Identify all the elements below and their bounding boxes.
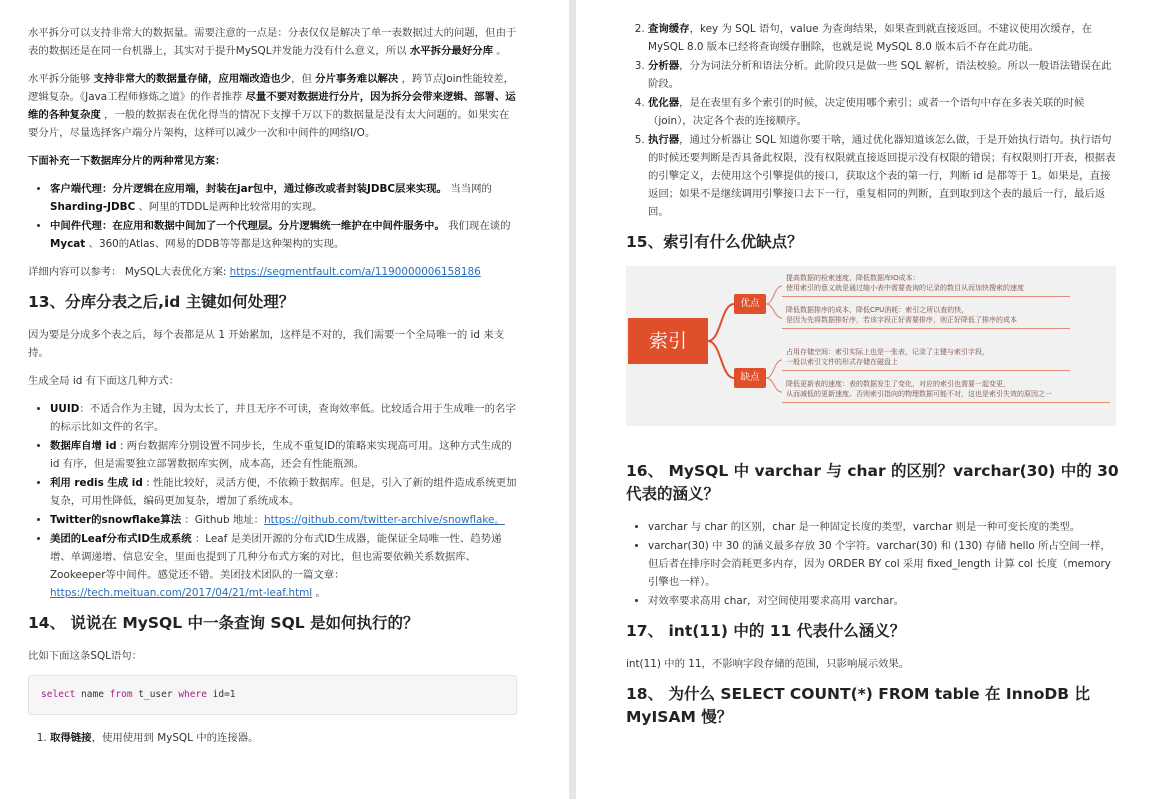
list-item: 4. 优化器，是在表里有多个索引的时候，决定使用哪个索引；或者一个语句中存在多表关联的时候（join），决定各个表的连接顺序。 [648, 94, 1120, 130]
paragraph: 因为要是分成多个表之后，每个表都是从 1 开始累加，这样是不对的，我们需要一个全局唯一的 id 来支持。 [28, 329, 505, 359]
code-block: select name from t_user where id=1 [28, 675, 517, 715]
reference-link[interactable]: https://segmentfault.com/a/1190000006158186 [229, 266, 481, 278]
sharding-list [28, 180, 517, 253]
list-item: • 美团的Leaf分布式ID生成系统 ：Leaf 是美团开源的分布式ID生成器，能保证全局唯一性、趋势递增、单调递增、信息安全，里面也提到了几种分布式方案的对比，但也需要依赖关系数据库、Zookeeper等中间件。感觉还不错。美团技术团队的一篇文章：https://tech.meituan.com/2017/04/21/mt-leaf.html 。 [50, 530, 517, 602]
paragraph: int(11) 中的 11，不影响字段存储的范围，只影响展示效果。 [626, 658, 910, 670]
heading-13: 13、分库分表之后,id 主键如何处理？ [28, 293, 295, 311]
sql-steps-list [28, 729, 517, 747]
reference: 详细内容可以参考： MySQL大表优化方案: https://segmentfault.com/a/1190000006158186 [28, 266, 481, 278]
snowflake-link[interactable]: https://github.com/twitter-archive/snowflake。 [264, 514, 505, 526]
paragraph: 比如下面这条SQL语句： [28, 650, 143, 662]
paragraph: 水平拆分可以支持非常大的数据量。需要注意的一点是：分表仅仅是解决了单一表数据过大的问题，但由于表的数据还是在同一台机器上，其实对于提升MySQL并发能力没有什么意义，所以 水平拆分最好分库 。 [28, 27, 517, 57]
meituan-link[interactable]: https://tech.meituan.com/2017/04/21/mt-leaf.html [50, 587, 313, 599]
list-item: • UUID：不适合作为主键，因为太长了，并且无序不可读，查询效率低。比较适合用于生成唯一的名字的标示比如文件的名字。 [50, 400, 517, 436]
mind-map-leaf: 占用存储空间：索引实际上也是一张表，记录了主键与索引字段， 一般以索引文件的形式存储在磁盘上 [782, 346, 1070, 371]
paragraph: 下面补充一下数据库分片的两种常见方案： [28, 155, 226, 167]
right-page [576, 0, 1150, 799]
mind-map-leaf: 降低更新表的速度：表的数据发生了变化，对应的索引也需要一起变更， 从而减低的更新速度。否则索引指向的物理数据可能不对，这也是索引失效的原因之一 [782, 378, 1110, 403]
mind-map-cons: 缺点 [734, 368, 766, 388]
list-item: • 数据库自增 id : 两台数据库分别设置不同步长，生成不重复ID的策略来实现高可用。这种方式生成的 id 有序，但是需要独立部署数据库实例，成本高，还会有性能瓶颈。 [50, 437, 517, 473]
list-item: • varchar 与 char 的区别，char 是一种固定长度的类型，varchar 则是一种可变长度的类型。 [648, 518, 1120, 536]
paragraph: 水平拆分能够 支持非常大的数据量存储，应用端改造也少，但 分片事务难以解决 ，跨节点Join性能较差，逻辑复杂。《Java工程师修炼之道》的作者推荐 尽量不要对数据进行分片，因为拆分会带来逻辑、部署、运维的各种复杂度 ，一般的数据表在优化得当的情况下支撑千万以下的数据量是没有太大问题的。如果实在要分片，尽量选择客户端分片架构，这样可以减少一次和中间件的网络I/O。 [28, 73, 516, 139]
list-item: 2. 查询缓存，key 为 SQL 语句，value 为查询结果，如果查到就直接返回。不建议使用次缓存，在 MySQL 8.0 版本已经将查询缓存删除，也就是说 MySQL 8.0 版本后不存在此功能。 [648, 20, 1120, 56]
heading-15: 15、索引有什么优缺点？ [626, 233, 803, 251]
heading-14: 14、 说说在 MySQL 中一条查询 SQL 是如何执行的？ [28, 614, 419, 632]
list-item: • 中间件代理：在应用和数据中间加了一个代理层。分片逻辑统一维护在中间件服务中。 我们现在谈的 Mycat 、360的Atlas、网易的DDB等等都是这种架构的实现。 [50, 217, 517, 253]
list-item: • 利用 redis 生成 id : 性能比较好，灵活方便，不依赖于数据库。但是，引入了新的组件造成系统更加复杂，可用性降低，编码更加复杂，增加了系统成本。 [50, 474, 517, 510]
list-item: • 客户端代理：分片逻辑在应用端，封装在jar包中，通过修改或者封装JDBC层来实现。 当当网的 Sharding-JDBC 、阿里的TDDL是两种比较常用的实现。 [50, 180, 517, 216]
heading-16: 16、 MySQL 中 varchar 与 char 的区别？varchar(30) 中的 30 代表的涵义？ [626, 462, 1119, 503]
list-item: • varchar(30) 中 30 的涵义最多存放 30 个字符。varchar(30) 和 (130) 存储 hello 所占空间一样，但后者在排序时会消耗更多内存，因为 ORDER BY col 采用 fixed_length 计算 col 长度（memory 引擎也一样）。 [648, 537, 1120, 591]
id-methods-list [28, 400, 517, 602]
sql-steps-list-continued [626, 20, 1120, 221]
left-page [0, 0, 569, 799]
heading-18: 18、 为什么 SELECT COUNT(*) FROM table 在 InnoDB 比 MyISAM 慢？ [626, 685, 1090, 726]
mind-map-root: 索引 [628, 318, 708, 364]
index-mind-map [626, 266, 1116, 426]
heading-17: 17、 int(11) 中的 11 代表什么涵义？ [626, 622, 906, 640]
list-item: 1. 取得链接，使用使用到 MySQL 中的连接器。 [50, 729, 517, 747]
varchar-list [626, 518, 1120, 610]
paragraph: 生成全局 id 有下面这几种方式： [28, 375, 180, 387]
mind-map-leaf: 降低数据排序的成本，降低CPU消耗：索引之所以查的快， 是因为先将数据排好序，若该字段正好需要排序，则正好降低了排序的成本 [782, 304, 1070, 329]
list-item: • 对效率要求高用 char，对空间使用要求高用 varchar。 [648, 592, 1120, 610]
mind-map-pros: 优点 [734, 294, 766, 314]
list-item: 5. 执行器，通过分析器让 SQL 知道你要干啥，通过优化器知道该怎么做，于是开始执行语句。执行语句的时候还要判断是否具备此权限，没有权限就直接返回提示没有权限的错误；有权限则打开表，根据表的引擎定义，去使用这个引擎提供的接口，获取这个表的第一行，判断 id 是都等于 1。如果是，直接返回；如果不是继续调用引擎接口去下一行，重复相同的判断，直到取到这个表的最后一行，最后返回。 [648, 131, 1120, 221]
list-item: 3. 分析器，分为词法分析和语法分析。此阶段只是做一些 SQL 解析，语法校验。所以一般语法错误在此阶段。 [648, 57, 1120, 93]
list-item: • Twitter的snowflake算法 ：Github 地址：https://github.com/twitter-archive/snowflake。 [50, 511, 517, 529]
mind-map-leaf: 提高数据的检索速度，降低数据库IO成本： 使用索引的意义就是通过缩小表中需要查询的记录的数目从而加快搜索的速度 [782, 272, 1070, 297]
